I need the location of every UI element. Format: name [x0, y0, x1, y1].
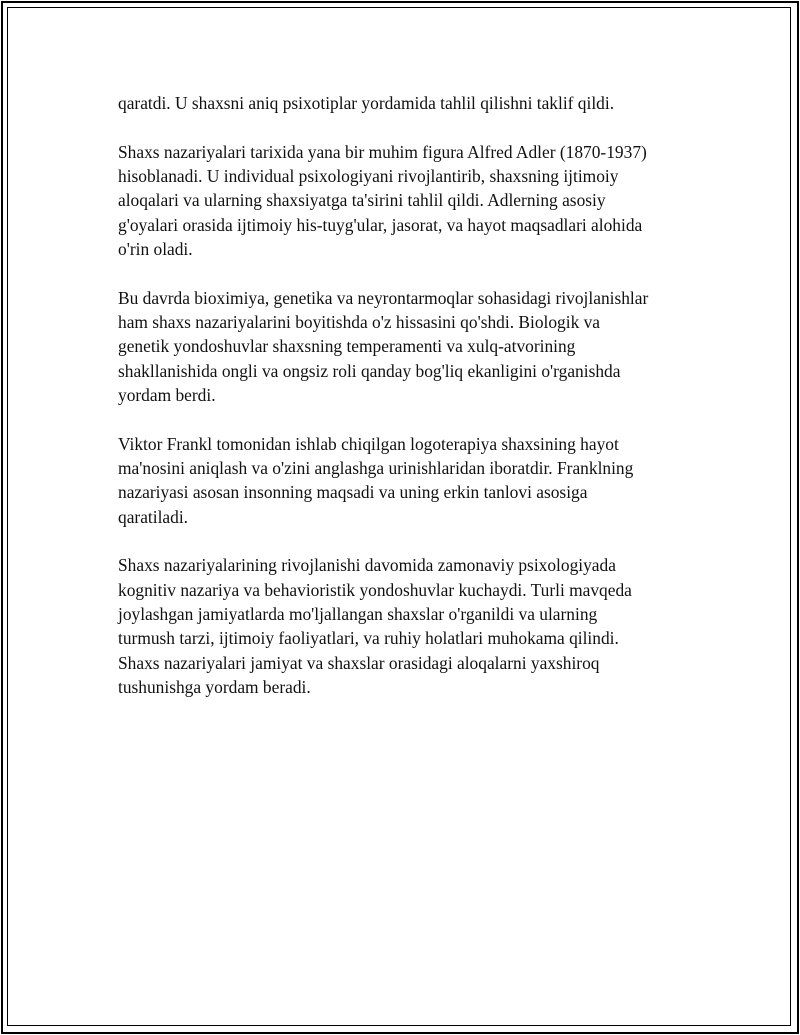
text-line: o'rin oladi. [118, 238, 193, 259]
text-line: g'oyalari orasida ijtimoiy his-tuyg'ular, jasorat, va hayot maqsadlari alohida [118, 214, 643, 235]
text-line: yordam berdi. [118, 384, 216, 405]
paragraph-4 [118, 432, 698, 529]
text-line: Shaxs nazariyalari tarixida yana bir muhim figura Alfred Adler (1870-1937) [118, 141, 647, 162]
text-line: qaratiladi. [118, 506, 189, 527]
text-line: ma'nosini aniqlash va o'zini anglashga urinishlaridan iboratdir. Franklning [118, 458, 634, 479]
text-line: Shaxs nazariyalari jamiyat va shaxslar orasidagi aloqalarni yaxshiroq [118, 652, 600, 673]
text-line: tushunishga yordam beradi. [118, 676, 311, 697]
text-line: kognitiv nazariya va behavioristik yondoshuvlar kuchaydi. Turli mavqeda [118, 579, 632, 600]
paragraph-5 [118, 553, 698, 699]
text-line: nazariyasi asosan insonning maqsadi va uning erkin tanlovi asosiga [118, 482, 588, 503]
text-line: shakllanishida ongli va ongsiz roli qanday bog'liq ekanligini o'rganishda [118, 360, 621, 381]
text-line: Viktor Frankl tomonidan ishlab chiqilgan logoterapiya shaxsining hayot [118, 433, 619, 454]
text-line: qaratdi. U shaxsni aniq psixotiplar yordamida tahlil qilishni taklif qildi. [118, 93, 615, 113]
text-line: aloqalari va ularning shaxsiyatga ta'sirini tahlil qildi. Adlerning asosiy [118, 190, 606, 211]
paragraph-3 [118, 286, 698, 407]
text-line: turmush tarzi, ijtimoiy faoliyatlari, va ruhiy holatlari muhokama qilindi. [118, 628, 619, 649]
text-line: hisoblanadi. U individual psixologiyani rivojlantirib, shaxsning ijtimoiy [118, 166, 619, 187]
text-line: Bu davrda bioximiya, genetika va neyrontarmoqlar sohasidagi rivojlanishlar [118, 287, 649, 308]
text-line: genetik yondoshuvlar shaxsning temperamenti va xulq-atvorining [118, 336, 576, 357]
document-body [118, 91, 698, 724]
text-line: ham shaxs nazariyalarini boyitishda o'z hissasini qo'shdi. Biologik va [118, 312, 601, 333]
text-line: joylashgan jamiyatlarda mo'ljallangan shaxslar o'rganildi va ularning [118, 604, 598, 625]
text-line: Shaxs nazariyalarining rivojlanishi davomida zamonaviy psixologiyada [118, 555, 616, 576]
paragraph-2 [118, 140, 698, 261]
paragraph-1 [118, 91, 698, 115]
